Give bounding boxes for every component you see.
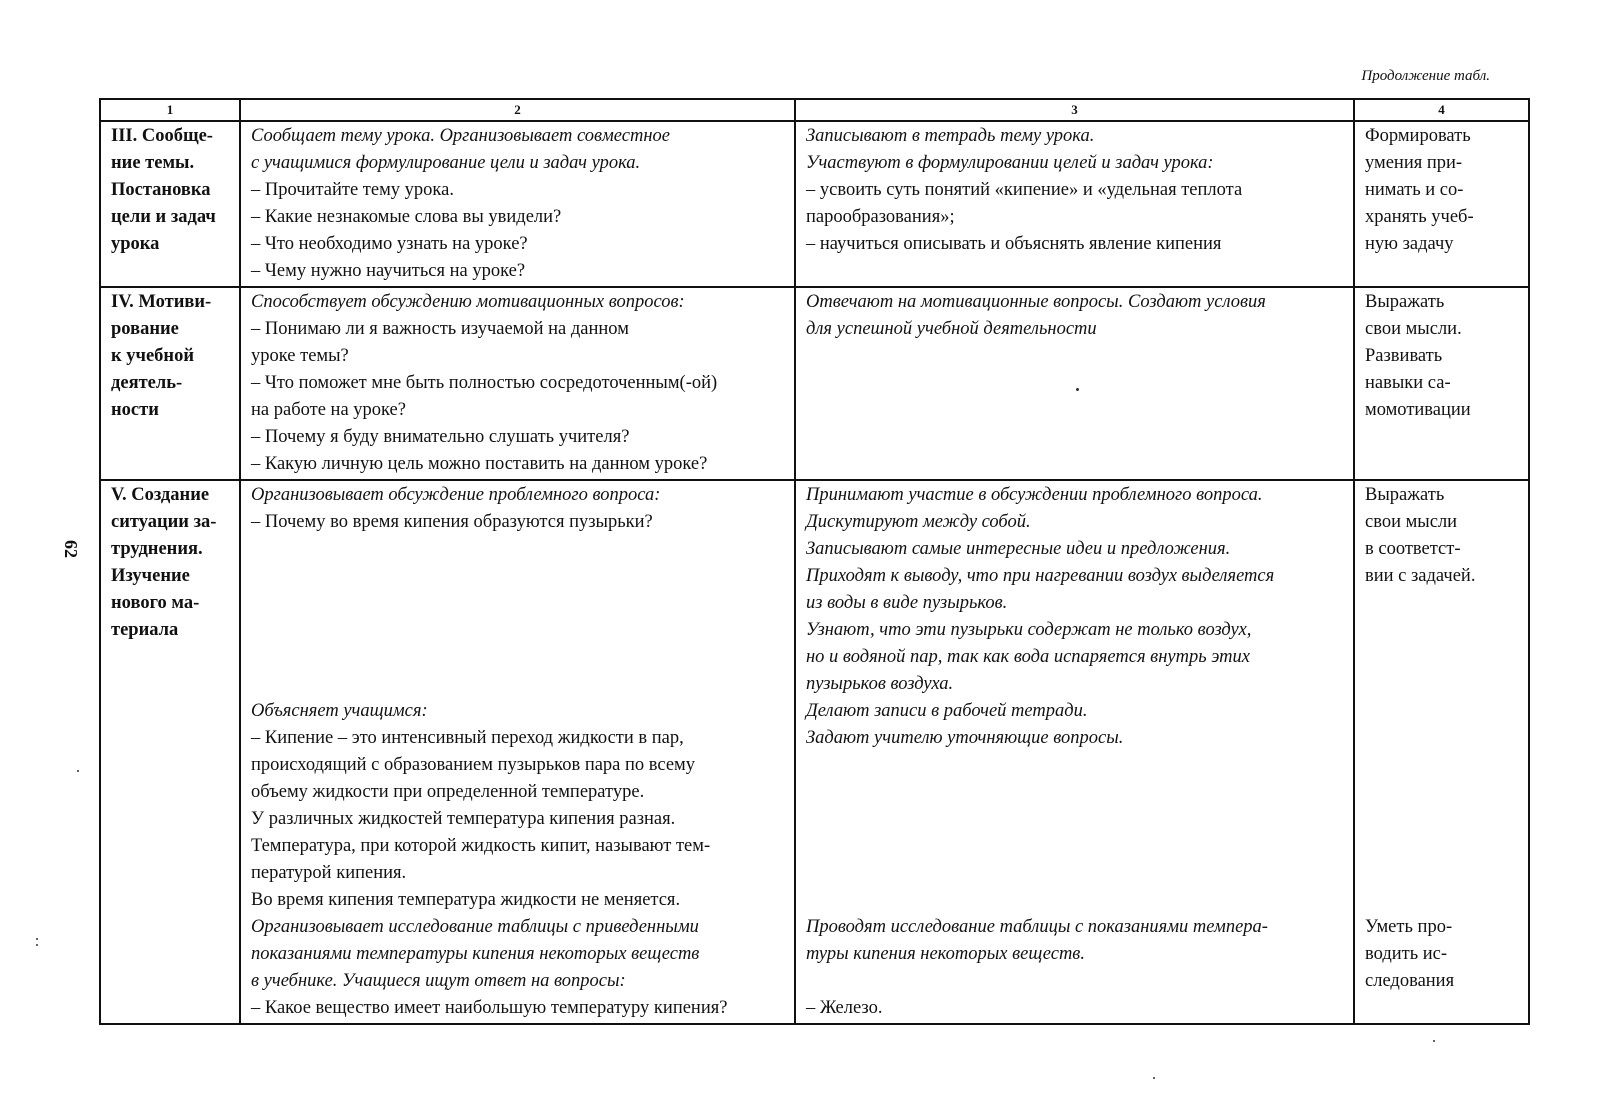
cell-line: III. Сообще- [111, 126, 213, 146]
outcomes-cell [1354, 480, 1529, 1024]
cell-line: туры кипения некоторых веществ. [806, 944, 1085, 964]
cell-line: рование [111, 319, 179, 339]
cell-line: – Кипение – это интенсивный переход жидкости в пар, [251, 728, 684, 748]
cell-line: Проводят исследование таблицы с показаниями темпера- [806, 917, 1268, 937]
teacher-activity-cell [240, 480, 795, 1024]
cell-line: свои мысли [1365, 512, 1458, 532]
cell-line: момотивации [1365, 400, 1471, 420]
cell-line: умения при- [1365, 153, 1463, 173]
cell-line: объему жидкости при определенной температуре. [251, 782, 645, 802]
cell-line: Организовывает исследование таблицы с приведенными [251, 917, 699, 937]
cell-line: Записывают в тетрадь тему урока. [806, 126, 1095, 146]
teacher-activity-cell [240, 287, 795, 480]
scan-speck [1076, 388, 1079, 391]
cell-line: – усвоить суть понятий «кипение» и «удельная теплота [806, 180, 1243, 200]
line-gap [251, 536, 785, 698]
teacher-activity-cell [240, 121, 795, 287]
column-header: 4 [1354, 99, 1529, 121]
page-number: 62 [61, 540, 81, 558]
line-gap [1365, 590, 1519, 914]
cell-line: но и водяной пар, так как вода испаряется внутрь этих [806, 647, 1250, 667]
cell-line: – Железо. [806, 998, 883, 1018]
cell-line: – научиться описывать и объяснять явление кипения [806, 234, 1222, 254]
cell-line: – Понимаю ли я важность изучаемой на данном [251, 319, 629, 339]
cell-line: Организовывает обсуждение проблемного вопроса: [251, 485, 661, 505]
cell-line: Записывают самые интересные идеи и предложения. [806, 539, 1231, 559]
cell-line: Объясняет учащимся: [251, 701, 428, 721]
cell-line: труднения. [111, 539, 203, 559]
cell-line: уроке темы? [251, 346, 349, 366]
cell-line: ную задачу [1365, 234, 1454, 254]
cell-line: для успешной учебной деятельности [806, 319, 1097, 339]
lesson-plan-table [99, 98, 1530, 1025]
cell-line: в учебнике. Учащиеся ищут ответ на вопросы: [251, 971, 626, 991]
cell-line: свои мысли. [1365, 319, 1462, 339]
cell-line: териала [111, 620, 179, 640]
student-activity-cell [795, 287, 1354, 480]
scan-speck [1433, 1040, 1435, 1042]
cell-line: к учебной [111, 346, 194, 366]
column-header: 3 [795, 99, 1354, 121]
cell-line: Во время кипения температура жидкости не меняется. [251, 890, 681, 910]
cell-line: нимать и со- [1365, 180, 1464, 200]
cell-line: Температура, при которой жидкость кипит, называют тем- [251, 836, 711, 856]
cell-line: навыки са- [1365, 373, 1451, 393]
cell-line: Делают записи в рабочей тетради. [806, 701, 1088, 721]
cell-line: вии с задачей. [1365, 566, 1476, 586]
outcomes-cell [1354, 287, 1529, 480]
cell-line: водить ис- [1365, 944, 1448, 964]
cell-line: Сообщает тему урока. Организовывает совместное [251, 126, 670, 146]
scan-speck [36, 944, 38, 946]
cell-line: Формировать [1365, 126, 1471, 146]
line-gap [806, 968, 1344, 995]
cell-line: Отвечают на мотивационные вопросы. Создают условия [806, 292, 1266, 312]
scan-speck [1153, 1077, 1155, 1079]
cell-line: в соответст- [1365, 539, 1461, 559]
cell-line: пузырьков воздуха. [806, 674, 954, 694]
cell-line: урока [111, 234, 160, 254]
cell-line: из воды в виде пузырьков. [806, 593, 1008, 613]
stage-cell [100, 287, 240, 480]
cell-line: происходящий с образованием пузырьков пара по всему [251, 755, 696, 775]
cell-line: Приходят к выводу, что при нагревании воздух выделяется [806, 566, 1275, 586]
cell-line: цели и задач [111, 207, 216, 227]
cell-line: деятель- [111, 373, 183, 393]
column-header: 2 [240, 99, 795, 121]
column-header: 1 [100, 99, 240, 121]
continuation-label: Продолжение табл. [1361, 68, 1490, 84]
scan-speck [77, 770, 79, 772]
cell-line: Принимают участие в обсуждении проблемного вопроса. [806, 485, 1263, 505]
cell-line: хранять учеб- [1365, 207, 1474, 227]
scan-speck [36, 938, 38, 940]
cell-line: нового ма- [111, 593, 200, 613]
cell-line: Участвуют в формулировании целей и задач урока: [806, 153, 1214, 173]
cell-line: – Прочитайте тему урока. [251, 180, 454, 200]
table-row [100, 287, 1529, 480]
table-row [100, 480, 1529, 1024]
cell-line: Постановка [111, 180, 211, 200]
table-header-row [100, 99, 1529, 121]
student-activity-cell [795, 121, 1354, 287]
cell-line: У различных жидкостей температура кипения разная. [251, 809, 676, 829]
cell-line: – Чему нужно научиться на уроке? [251, 261, 526, 281]
cell-line: ности [111, 400, 159, 420]
cell-line: Способствует обсуждению мотивационных вопросов: [251, 292, 685, 312]
cell-line: – Какое вещество имеет наибольшую температуру кипения? [251, 998, 728, 1018]
cell-line: следования [1365, 971, 1455, 991]
table-row [100, 121, 1529, 287]
cell-line: пературой кипения. [251, 863, 407, 883]
cell-line: – Что необходимо узнать на уроке? [251, 234, 528, 254]
cell-line: парообразования»; [806, 207, 955, 227]
cell-line: IV. Мотиви- [111, 292, 212, 312]
cell-line: Выражать [1365, 292, 1445, 312]
cell-line: Уметь про- [1365, 917, 1453, 937]
cell-line: Дискутируют между собой. [806, 512, 1031, 532]
cell-line: Задают учителю уточняющие вопросы. [806, 728, 1124, 748]
cell-line: с учащимися формулирование цели и задач урока. [251, 153, 641, 173]
cell-line: – Почему во время кипения образуются пузырьки? [251, 512, 653, 532]
student-activity-cell [795, 480, 1354, 1024]
cell-line: на работе на уроке? [251, 400, 406, 420]
cell-line: – Какую личную цель можно поставить на данном уроке? [251, 454, 708, 474]
cell-line: Выражать [1365, 485, 1445, 505]
stage-cell [100, 121, 240, 287]
cell-line: Узнают, что эти пузырьки содержат не только воздух, [806, 620, 1252, 640]
cell-line: V. Создание [111, 485, 210, 505]
cell-line: Изучение [111, 566, 190, 586]
cell-line: Развивать [1365, 346, 1443, 366]
line-gap [806, 752, 1344, 914]
cell-line: – Какие незнакомые слова вы увидели? [251, 207, 562, 227]
cell-line: показаниями температуры кипения некоторых веществ [251, 944, 700, 964]
cell-line: ние темы. [111, 153, 195, 173]
cell-line: – Почему я буду внимательно слушать учителя? [251, 427, 630, 447]
outcomes-cell [1354, 121, 1529, 287]
stage-cell [100, 480, 240, 1024]
cell-line: – Что поможет мне быть полностью сосредоточенным(-ой) [251, 373, 718, 393]
cell-line: ситуации за- [111, 512, 217, 532]
